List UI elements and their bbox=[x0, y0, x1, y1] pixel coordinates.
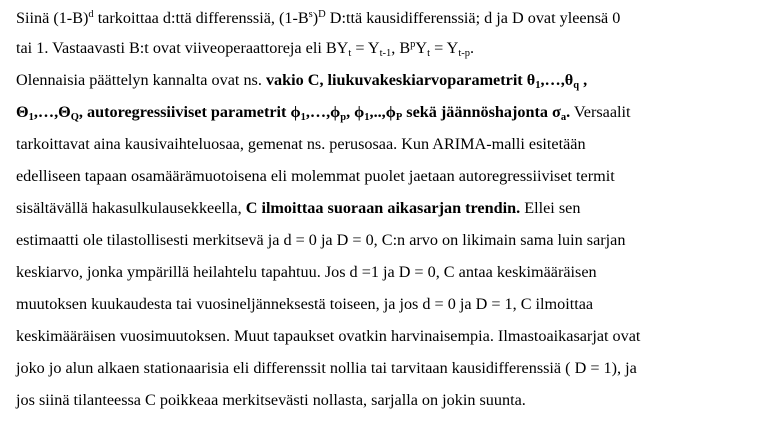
paragraph-line-13: jos siinä tilanteessa C poikkeaa merkitsevästi nollasta, sarjalla on jokin suunta. bbox=[16, 391, 526, 409]
paragraph-line-12: joko jo alun alkaen stationaarisia eli differenssit nollia tai tarvitaan kausidifferenssiä ( D = 1), ja bbox=[16, 359, 637, 377]
paragraph-line-3 bbox=[16, 70, 587, 90]
bold-text: Θ bbox=[16, 103, 29, 121]
subscript: t bbox=[348, 48, 352, 59]
subscript: Q bbox=[70, 112, 79, 123]
text-segment: D:ttä kausidifferenssiä; d ja D ovat yleensä 0 bbox=[325, 9, 621, 27]
paragraph-line-10: muutoksen kuukaudesta tai vuosineljänneksestä toiseen, ja jos d = 0 ja D = 1, C ilmoittaa bbox=[16, 295, 594, 313]
bold-text: vakio C, liukuvakeskiarvoparametrit θ bbox=[265, 71, 536, 89]
text-segment: ) bbox=[312, 9, 319, 27]
bold-text: C ilmoittaa suoraan aikasarjan trendin. bbox=[245, 199, 521, 217]
paragraph-line-7 bbox=[16, 198, 580, 218]
subscript: P bbox=[395, 112, 403, 123]
subscript: q bbox=[573, 80, 580, 91]
bold-text: ,…,θ bbox=[540, 71, 574, 89]
superscript: s bbox=[308, 9, 313, 20]
superscript: p bbox=[410, 39, 416, 50]
bold-text: sekä jäännöshajonta σ bbox=[402, 103, 561, 121]
superscript: D bbox=[318, 9, 326, 20]
text-segment: Siinä (1-B) bbox=[16, 9, 89, 27]
bold-text: ,…,Θ bbox=[33, 103, 71, 121]
text-segment: sisältävällä hakasulkulausekkeella, bbox=[16, 199, 246, 217]
subscript: a bbox=[560, 112, 567, 123]
subscript: 1 bbox=[535, 80, 541, 91]
paragraph-line-5: tarkoittavat aina kausivaihteluosaa, gemenat ns. perusosaa. Kun ARIMA-malli esitetään bbox=[16, 135, 586, 153]
text-segment: Ellei sen bbox=[520, 199, 581, 217]
text-segment: = Y bbox=[430, 39, 459, 57]
paragraph-line-8: estimaatti ole tilastollisesti merkitsevä ja d = 0 ja D = 0, C:n arvo on likimain sama luin sarjan bbox=[16, 231, 626, 249]
superscript: d bbox=[88, 9, 94, 20]
bold-text: , bbox=[579, 71, 588, 89]
paragraph-line-4 bbox=[16, 102, 631, 122]
paragraph-line-11: keskimääräisen vuosimuutoksen. Muut tapaukset ovatkin harvinaisempia. Ilmastoaikasarjat ovat bbox=[16, 327, 641, 345]
text-segment: Y bbox=[415, 39, 428, 57]
bold-text: , ϕ bbox=[346, 103, 365, 121]
text-segment: = Y bbox=[351, 39, 380, 57]
bold-text: , autoregressiiviset parametrit ϕ bbox=[78, 103, 301, 121]
paragraph-line-9: keskiarvo, jonka ympärillä heilahtelu tapahtuu. Jos d =1 ja D = 0, C antaa keskimääräisen bbox=[16, 263, 597, 281]
subscript: t-1 bbox=[379, 48, 392, 59]
text-segment: , B bbox=[391, 39, 411, 57]
subscript: p bbox=[340, 112, 347, 123]
subscript: t-p bbox=[458, 48, 471, 59]
subscript: t bbox=[427, 48, 431, 59]
bold-text: ,…,ϕ bbox=[305, 103, 341, 121]
bold-text: ,..,ϕ bbox=[369, 103, 396, 121]
subscript: 1 bbox=[364, 112, 370, 123]
subscript: 1 bbox=[300, 112, 306, 123]
paragraph-line-2 bbox=[16, 38, 474, 58]
paragraph-line-6: edelliseen tapaan osamäärämuotoisena eli molemmat puolet jaetaan autoregressiiviset termit bbox=[16, 167, 615, 185]
bold-text: . bbox=[566, 103, 571, 121]
text-segment: tarkoittaa d:ttä differenssiä, (1-B bbox=[93, 9, 309, 27]
text-segment: tai 1. Vastaavasti B:t ovat viiveoperaattoreja eli BY bbox=[16, 39, 349, 57]
text-segment: . bbox=[470, 39, 475, 57]
subscript: 1 bbox=[28, 112, 34, 123]
text-segment: Versaalit bbox=[570, 103, 631, 121]
paragraph-line-1 bbox=[16, 8, 620, 28]
text-segment: Olennaisia päättelyn kannalta ovat ns. bbox=[16, 71, 266, 89]
